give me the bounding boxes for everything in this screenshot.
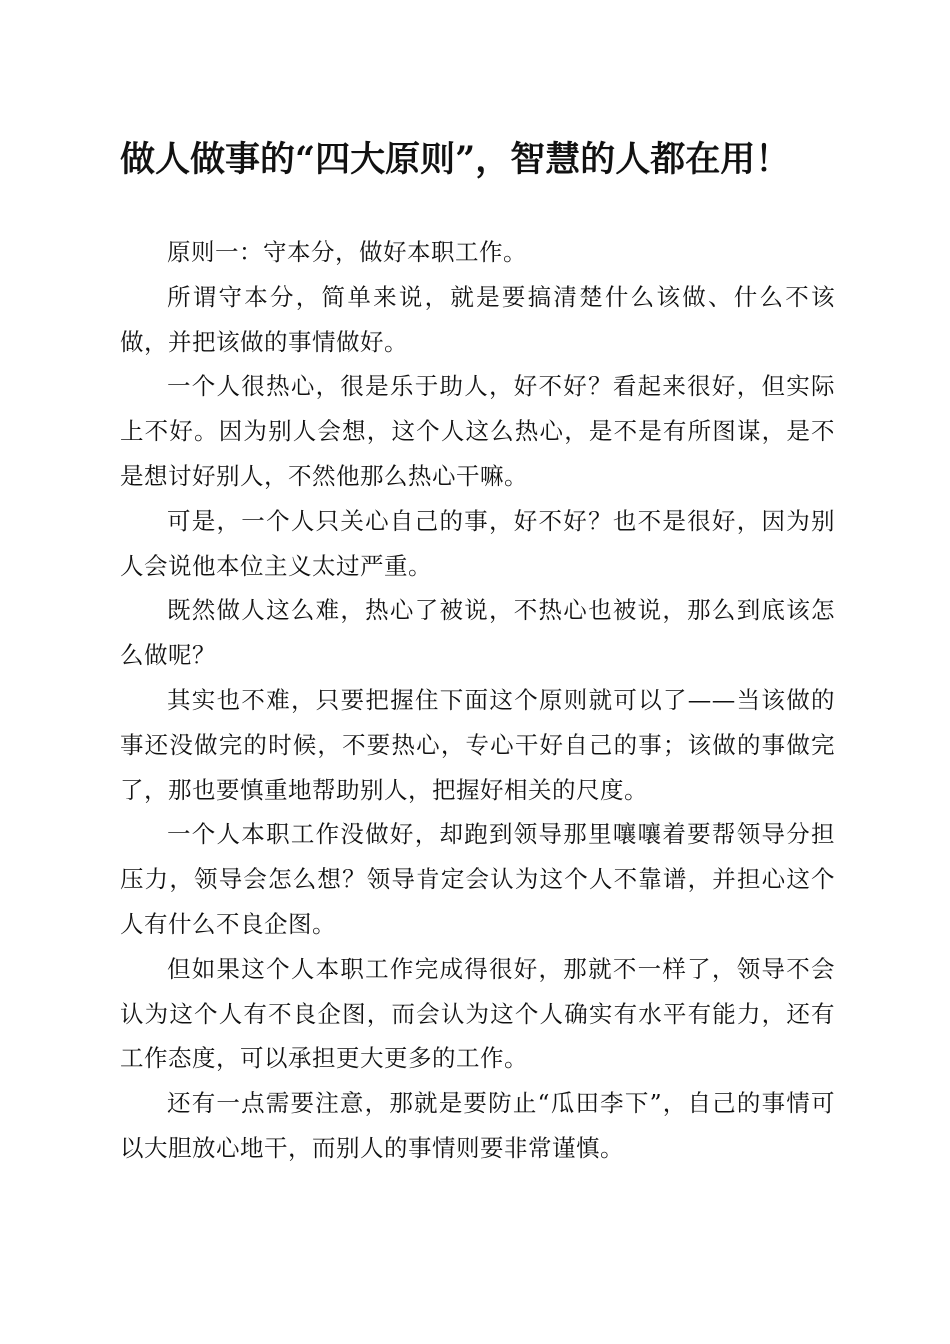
paragraph: 但如果这个人本职工作完成得很好，那就不一样了，领导不会认为这个人有不良企图，而会认为这个人确实有水平有能力，还有工作态度，可以承担更大更多的工作。 xyxy=(120,954,835,1073)
paragraph: 一个人本职工作没做好，却跑到领导那里嚷嚷着要帮领导分担压力，领导会怎么想？领导肯定会认为这个人不靠谱，并担心这个人有什么不良企图。 xyxy=(120,820,835,938)
paragraph: 一个人很热心，很是乐于助人，好不好？看起来很好，但实际上不好。因为别人会想，这个人这么热心，是不是有所图谋，是不是想讨好别人，不然他那么热心干嘛。 xyxy=(120,372,835,490)
document-title: 做人做事的“四大原则”，智慧的人都在用！ xyxy=(120,139,791,180)
document-body xyxy=(120,230,835,1171)
paragraph: 既然做人这么难，热心了被说，不热心也被说，那么到底该怎么做呢？ xyxy=(120,596,835,670)
paragraph: 可是，一个人只关心自己的事，好不好？也不是很好，因为别人会说他本位主义太过严重。 xyxy=(120,506,835,580)
paragraph-principle-one: 原则一：守本分，做好本职工作。 xyxy=(167,238,527,266)
paragraph: 其实也不难，只要把握住下面这个原则就可以了——当该做的事还没做完的时候，不要热心，专心干好自己的事；该做的事做完了，那也要慎重地帮助别人，把握好相关的尺度。 xyxy=(120,685,835,804)
paragraph: 还有一点需要注意，那就是要防止“瓜田李下”，自己的事情可以大胆放心地干，而别人的事情则要非常谨慎。 xyxy=(120,1089,835,1162)
paragraph: 所谓守本分，简单来说，就是要搞清楚什么该做、什么不该做，并把该做的事情做好。 xyxy=(120,282,835,356)
